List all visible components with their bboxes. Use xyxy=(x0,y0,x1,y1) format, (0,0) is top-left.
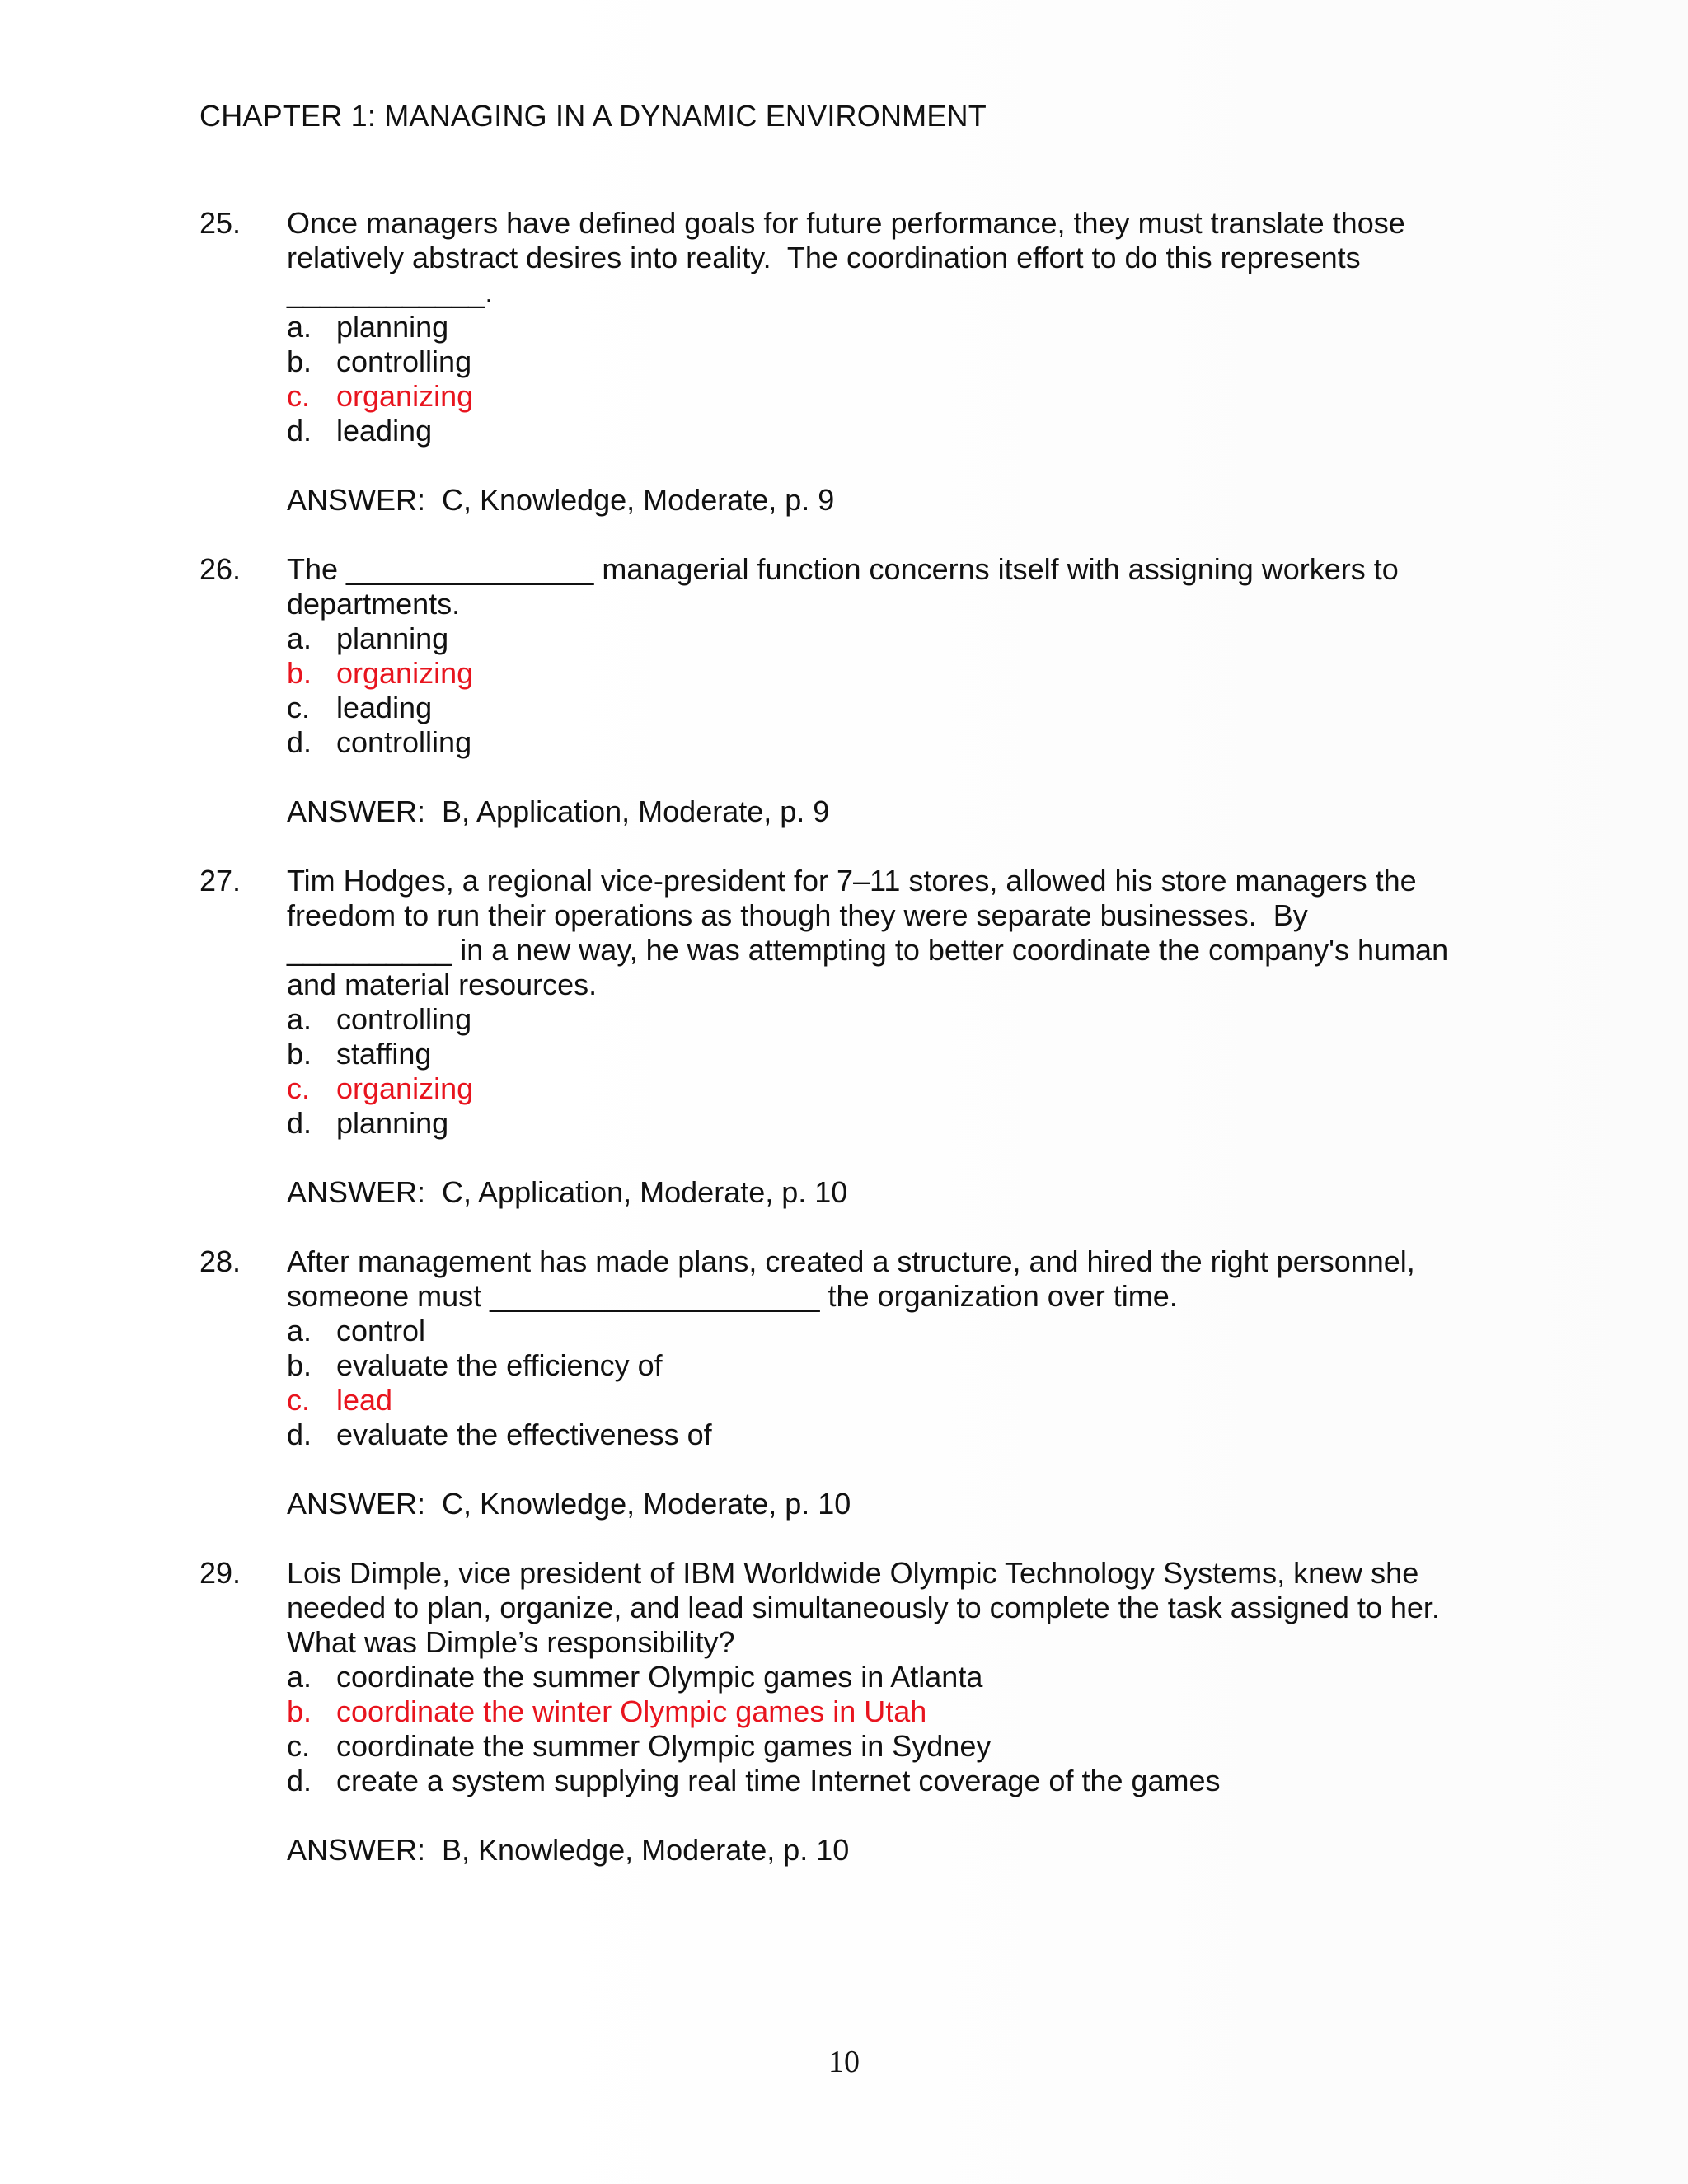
option-c xyxy=(287,691,1485,725)
option-text: coordinate the winter Olympic games in Utah xyxy=(336,1694,927,1728)
question-spacer xyxy=(199,518,1485,552)
answer-options xyxy=(287,1002,1485,1141)
option-b xyxy=(287,1037,1485,1071)
option-text: organizing xyxy=(336,656,474,690)
option-a xyxy=(287,621,1485,656)
answer-options xyxy=(287,621,1485,760)
option-text: coordinate the summer Olympic games in Atlanta xyxy=(336,1660,983,1694)
question-body xyxy=(287,552,1485,829)
option-d xyxy=(287,1764,1485,1798)
option-b-correct xyxy=(287,656,1485,691)
question-body xyxy=(287,864,1485,1210)
option-text: evaluate the efficiency of xyxy=(336,1348,663,1382)
option-d xyxy=(287,725,1485,760)
option-text: lead xyxy=(336,1383,393,1417)
option-letter: d. xyxy=(287,414,312,448)
question-number: 28. xyxy=(199,1244,241,1278)
question-item xyxy=(199,1556,1485,1868)
answer-key: ANSWER: B, Knowledge, Moderate, p. 10 xyxy=(287,1833,850,1867)
question-item xyxy=(199,864,1485,1210)
question-spacer xyxy=(199,1210,1485,1244)
option-letter: d. xyxy=(287,725,312,759)
option-letter: b. xyxy=(287,1037,312,1071)
option-text: leading xyxy=(336,414,433,448)
question-stem: Tim Hodges, a regional vice-president for 7–11 stores, allowed his store managers the freedom to run their operations as though they were separate businesses. By __________ in a new way, he was attempting to better coordinate the company's human and material resources. xyxy=(287,864,1449,1001)
option-letter: c. xyxy=(287,691,311,724)
option-letter: b. xyxy=(287,656,312,690)
option-a xyxy=(287,1314,1485,1348)
answer-options xyxy=(287,310,1485,448)
option-letter: c. xyxy=(287,1383,311,1417)
answer-key: ANSWER: C, Knowledge, Moderate, p. 10 xyxy=(287,1487,851,1521)
question-item xyxy=(199,1244,1485,1521)
answer-options xyxy=(287,1660,1485,1798)
option-letter: a. xyxy=(287,310,312,344)
option-c-correct xyxy=(287,1383,1485,1418)
option-text: coordinate the summer Olympic games in Sydney xyxy=(336,1729,992,1763)
option-letter: a. xyxy=(287,1314,312,1347)
question-spacer xyxy=(199,1521,1485,1556)
option-letter: d. xyxy=(287,1418,312,1451)
question-number: 25. xyxy=(199,206,241,240)
question-item xyxy=(199,206,1485,518)
option-letter: c. xyxy=(287,1729,311,1763)
option-a xyxy=(287,1002,1485,1037)
option-letter: b. xyxy=(287,1694,312,1728)
option-letter: c. xyxy=(287,1071,311,1105)
option-text: controlling xyxy=(336,1002,472,1036)
option-letter: a. xyxy=(287,1660,312,1694)
option-text: control xyxy=(336,1314,426,1347)
option-text: organizing xyxy=(336,379,474,413)
option-b xyxy=(287,1348,1485,1383)
question-stem: The _______________ managerial function concerns itself with assigning workers to departments. xyxy=(287,552,1407,621)
option-letter: d. xyxy=(287,1764,312,1797)
answer-options xyxy=(287,1314,1485,1452)
option-letter: c. xyxy=(287,379,311,413)
question-number: 27. xyxy=(199,864,241,898)
question-body xyxy=(287,1556,1485,1868)
option-text: controlling xyxy=(336,344,472,378)
option-a xyxy=(287,1660,1485,1694)
option-letter: b. xyxy=(287,1348,312,1382)
option-text: staffing xyxy=(336,1037,432,1071)
question-body xyxy=(287,1244,1485,1521)
option-b-correct xyxy=(287,1694,1485,1729)
page-number: 10 xyxy=(828,2045,860,2079)
question-list xyxy=(199,206,1485,1868)
option-c-correct xyxy=(287,1071,1485,1106)
question-spacer xyxy=(199,829,1485,864)
question-stem: Once managers have defined goals for future performance, they must translate those relatively abstract desires into reality. The coordination effort to do this represents ____________. xyxy=(287,206,1405,309)
question-stem: After management has made plans, created a structure, and hired the right personnel, someone must ____________________ the organization over time. xyxy=(287,1244,1423,1313)
option-text: leading xyxy=(336,691,433,724)
option-text: planning xyxy=(336,310,449,344)
option-letter: a. xyxy=(287,621,312,655)
option-letter: a. xyxy=(287,1002,312,1036)
option-b xyxy=(287,344,1485,379)
option-d xyxy=(287,1106,1485,1141)
option-c-correct xyxy=(287,379,1485,414)
option-letter: b. xyxy=(287,344,312,378)
option-text: evaluate the effectiveness of xyxy=(336,1418,712,1451)
option-c xyxy=(287,1729,1485,1764)
option-a xyxy=(287,310,1485,344)
option-letter: d. xyxy=(287,1106,312,1140)
option-text: controlling xyxy=(336,725,472,759)
option-text: organizing xyxy=(336,1071,474,1105)
question-item xyxy=(199,552,1485,829)
question-body xyxy=(287,206,1485,518)
answer-key: ANSWER: C, Application, Moderate, p. 10 xyxy=(287,1175,848,1209)
option-text: create a system supplying real time Internet coverage of the games xyxy=(336,1764,1221,1797)
answer-key: ANSWER: B, Application, Moderate, p. 9 xyxy=(287,794,830,828)
question-number: 29. xyxy=(199,1556,241,1590)
option-text: planning xyxy=(336,1106,449,1140)
option-d xyxy=(287,414,1485,448)
answer-key: ANSWER: C, Knowledge, Moderate, p. 9 xyxy=(287,483,835,517)
option-d xyxy=(287,1418,1485,1452)
chapter-heading: CHAPTER 1: MANAGING IN A DYNAMIC ENVIRONMENT xyxy=(199,99,987,133)
question-stem: Lois Dimple, vice president of IBM Worldwide Olympic Technology Systems, knew she needed to plan, organize, and lead simultaneously to complete the task assigned to her. What was Dimple’s responsibility? xyxy=(287,1556,1456,1659)
question-number: 26. xyxy=(199,552,241,586)
option-text: planning xyxy=(336,621,449,655)
